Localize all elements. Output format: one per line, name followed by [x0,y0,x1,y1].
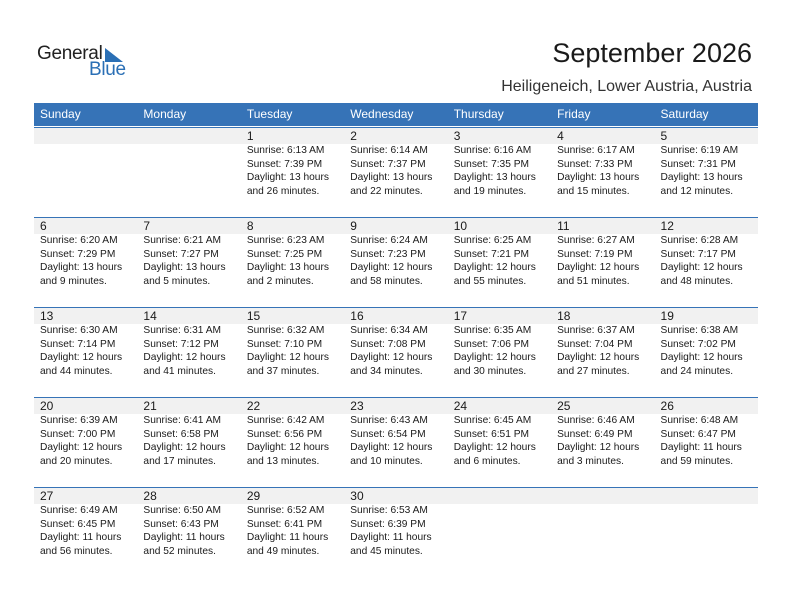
day-number [40,130,137,144]
day-number: 19 [660,309,674,323]
day-number: 21 [143,399,157,413]
daylight-minutes-text: and 55 minutes. [453,275,527,287]
sunset-text: Sunset: 7:21 PM [453,248,530,260]
daylight-text: Daylight: 11 hours [246,532,329,543]
daylight-minutes-text: and 20 minutes. [40,455,113,467]
daylight-text: Daylight: 13 hours [350,172,433,183]
day-number [557,490,654,504]
day-number: 3 [453,129,461,143]
sunrise-text: Sunrise: 6:45 AM [453,415,532,426]
daylight-text: Daylight: 12 hours [660,262,743,273]
sunset-text: Sunset: 6:54 PM [350,428,426,440]
day-number: 2 [350,129,357,143]
daylight-minutes-text: and 13 minutes. [246,455,320,467]
weekday-header: Sunday [40,107,81,121]
day-cell [241,397,344,468]
page-title: September 2026 [552,38,752,68]
daylight-minutes-text: and 37 minutes. [246,365,320,377]
sunset-text: Sunset: 7:10 PM [246,338,323,350]
sunset-text: Sunset: 6:49 PM [557,428,633,440]
day-number: 20 [40,399,54,413]
day-number [143,130,240,144]
day-number [661,490,758,504]
week-cells [34,397,758,468]
daylight-minutes-text: and 6 minutes. [453,455,521,467]
sunset-text: Sunset: 7:33 PM [557,158,633,170]
daylight-text: Daylight: 12 hours [557,262,640,273]
daylight-minutes-text: and 41 minutes. [143,365,216,377]
sunrise-text: Sunrise: 6:52 AM [246,505,325,516]
daylight-minutes-text: and 10 minutes. [350,455,423,467]
sunset-text: Sunset: 7:35 PM [453,158,530,170]
sunset-text: Sunset: 7:39 PM [246,158,323,170]
day-number: 8 [246,219,254,233]
sunrise-text: Sunrise: 6:41 AM [143,415,222,426]
week-cells [34,217,758,288]
day-cell [655,487,758,558]
daylight-minutes-text: and 15 minutes. [557,185,630,197]
sunrise-text: Sunrise: 6:19 AM [660,145,739,156]
daylight-minutes-text: and 26 minutes. [246,185,320,197]
daylight-text: Daylight: 13 hours [453,172,536,183]
day-cell [448,307,551,378]
daylight-text: Daylight: 12 hours [557,352,640,363]
sunset-text: Sunset: 7:31 PM [660,158,736,170]
day-number: 26 [660,399,674,413]
daylight-text: Daylight: 12 hours [246,352,329,363]
day-cell [241,307,344,378]
day-cell [551,487,654,558]
sunset-text: Sunset: 6:41 PM [246,518,323,530]
day-cell [34,217,137,288]
day-number: 24 [453,399,468,413]
weekday-header-row [34,103,758,126]
day-cell [34,487,137,558]
daylight-text: Daylight: 12 hours [350,352,433,363]
day-number: 15 [246,309,261,323]
day-cell [34,397,137,468]
day-number: 29 [246,489,261,503]
day-number: 12 [660,219,674,233]
sunset-text: Sunset: 6:45 PM [40,518,116,530]
sunrise-text: Sunrise: 6:38 AM [660,325,739,336]
daylight-minutes-text: and 2 minutes. [246,275,314,287]
daylight-minutes-text: and 44 minutes. [40,365,113,377]
daylight-text: Daylight: 12 hours [143,352,226,363]
day-cell [655,397,758,468]
day-number: 11 [557,219,570,233]
daylight-minutes-text: and 5 minutes. [143,275,211,287]
day-number [454,490,551,504]
sunrise-text: Sunrise: 6:13 AM [246,145,325,156]
sunset-text: Sunset: 7:00 PM [40,428,116,440]
sunset-text: Sunset: 7:06 PM [453,338,530,350]
week-row [34,397,758,487]
day-number: 7 [143,219,151,233]
daylight-minutes-text: and 30 minutes. [453,365,527,377]
weekday-header: Friday [557,107,591,121]
sunset-text: Sunset: 7:37 PM [350,158,426,170]
daylight-text: Daylight: 12 hours [143,442,226,453]
day-number: 5 [660,129,668,143]
daylight-text: Daylight: 11 hours [350,532,432,543]
daylight-text: Daylight: 12 hours [350,262,433,273]
sunrise-text: Sunrise: 6:50 AM [143,505,222,516]
day-cell [344,487,447,558]
sunset-text: Sunset: 6:51 PM [453,428,530,440]
day-cell [241,217,344,288]
daylight-text: Daylight: 13 hours [40,262,123,273]
sunset-text: Sunset: 7:12 PM [143,338,219,350]
daylight-minutes-text: and 56 minutes. [40,545,113,557]
daylight-minutes-text: and 48 minutes. [660,275,734,287]
day-number: 27 [40,489,54,503]
logo [37,43,137,83]
sunset-text: Sunset: 7:25 PM [246,248,323,260]
sunrise-text: Sunrise: 6:31 AM [143,325,222,336]
day-number: 16 [350,309,364,323]
week-row [34,127,758,217]
day-cell [551,397,654,468]
sunset-text: Sunset: 6:47 PM [660,428,736,440]
day-cell [344,397,447,468]
day-cell [34,127,137,198]
daylight-text: Daylight: 11 hours [143,532,225,543]
day-cell [34,307,137,378]
day-cell [137,487,240,558]
sunrise-text: Sunrise: 6:32 AM [246,325,325,336]
daylight-text: Daylight: 13 hours [660,172,743,183]
sunrise-text: Sunrise: 6:39 AM [40,415,118,426]
daylight-text: Daylight: 13 hours [246,172,329,183]
day-cell [448,487,551,558]
daylight-text: Daylight: 12 hours [40,442,123,453]
daylight-minutes-text: and 3 minutes. [557,455,624,467]
weekday-header: Saturday [660,107,709,121]
sunrise-text: Sunrise: 6:34 AM [350,325,428,336]
daylight-text: Daylight: 11 hours [40,532,122,543]
day-cell [655,127,758,198]
daylight-minutes-text: and 22 minutes. [350,185,423,197]
day-cell [448,127,551,198]
sunrise-text: Sunrise: 6:42 AM [246,415,325,426]
day-cell [241,127,344,198]
daylight-text: Daylight: 12 hours [350,442,433,453]
daylight-minutes-text: and 24 minutes. [660,365,734,377]
sunrise-text: Sunrise: 6:30 AM [40,325,118,336]
sunrise-text: Sunrise: 6:21 AM [143,235,222,246]
day-number: 22 [246,399,261,413]
day-cell [344,127,447,198]
logo-word-blue: Blue [89,59,126,80]
sunset-text: Sunset: 7:23 PM [350,248,426,260]
sunset-text: Sunset: 7:14 PM [40,338,116,350]
daylight-minutes-text: and 27 minutes. [557,365,630,377]
sunset-text: Sunset: 7:27 PM [143,248,219,260]
week-row [34,217,758,307]
sunrise-text: Sunrise: 6:16 AM [453,145,532,156]
daylight-minutes-text: and 19 minutes. [453,185,527,197]
sunset-text: Sunset: 6:56 PM [246,428,323,440]
weekday-header: Wednesday [350,107,414,121]
daylight-minutes-text: and 59 minutes. [660,455,734,467]
day-number: 4 [557,129,564,143]
daylight-minutes-text: and 58 minutes. [350,275,423,287]
day-cell [344,217,447,288]
day-number: 30 [350,489,364,503]
sunset-text: Sunset: 6:39 PM [350,518,426,530]
day-cell [344,307,447,378]
sunset-text: Sunset: 6:43 PM [143,518,219,530]
day-cell [137,307,240,378]
day-number: 13 [40,309,54,323]
day-cell [551,307,654,378]
day-cell [241,487,344,558]
weeks-container [34,127,758,577]
day-cell [137,127,240,198]
sunset-text: Sunset: 7:04 PM [557,338,633,350]
sunrise-text: Sunrise: 6:49 AM [40,505,118,516]
day-number: 25 [557,399,571,413]
daylight-text: Daylight: 12 hours [246,442,329,453]
day-cell [137,397,240,468]
sunrise-text: Sunrise: 6:17 AM [557,145,635,156]
daylight-text: Daylight: 12 hours [453,442,536,453]
day-number: 23 [350,399,364,413]
sunrise-text: Sunrise: 6:53 AM [350,505,428,516]
day-cell [551,127,654,198]
day-cell [137,217,240,288]
week-cells [34,307,758,378]
day-number: 28 [143,489,157,503]
daylight-minutes-text: and 9 minutes. [40,275,107,287]
sunrise-text: Sunrise: 6:28 AM [660,235,739,246]
weekday-header: Thursday [453,107,504,121]
daylight-minutes-text: and 17 minutes. [143,455,216,467]
daylight-minutes-text: and 12 minutes. [660,185,734,197]
daylight-minutes-text: and 52 minutes. [143,545,216,557]
day-cell [655,307,758,378]
daylight-minutes-text: and 49 minutes. [246,545,320,557]
daylight-text: Daylight: 12 hours [453,262,536,273]
day-number: 9 [350,219,357,233]
location-subtitle: Heiligeneich, Lower Austria, Austria [501,78,752,95]
weekday-header: Tuesday [246,107,293,121]
daylight-text: Daylight: 12 hours [660,352,743,363]
daylight-text: Daylight: 12 hours [40,352,123,363]
day-number: 1 [246,129,254,143]
logo-word-general: General [37,43,103,64]
day-cell [448,217,551,288]
sunrise-text: Sunrise: 6:14 AM [350,145,428,156]
daylight-text: Daylight: 13 hours [246,262,329,273]
day-number: 6 [40,219,47,233]
daylight-text: Daylight: 12 hours [557,442,640,453]
calendar-grid [34,103,758,577]
sunrise-text: Sunrise: 6:25 AM [453,235,532,246]
day-number: 10 [453,219,468,233]
daylight-text: Daylight: 13 hours [557,172,640,183]
sunset-text: Sunset: 7:19 PM [557,248,633,260]
week-cells [34,127,758,198]
sunrise-text: Sunrise: 6:43 AM [350,415,428,426]
week-row [34,307,758,397]
daylight-minutes-text: and 34 minutes. [350,365,423,377]
daylight-text: Daylight: 12 hours [453,352,536,363]
week-cells [34,487,758,558]
daylight-minutes-text: and 45 minutes. [350,545,423,557]
day-number: 17 [453,309,468,323]
day-cell [551,217,654,288]
sunrise-text: Sunrise: 6:48 AM [660,415,739,426]
weekday-header: Monday [143,107,187,121]
daylight-minutes-text: and 51 minutes. [557,275,630,287]
sunrise-text: Sunrise: 6:27 AM [557,235,635,246]
sunrise-text: Sunrise: 6:37 AM [557,325,635,336]
day-cell [655,217,758,288]
day-cell [448,397,551,468]
week-row [34,487,758,577]
sunset-text: Sunset: 7:29 PM [40,248,116,260]
daylight-text: Daylight: 13 hours [143,262,226,273]
sunrise-text: Sunrise: 6:35 AM [453,325,532,336]
sunset-text: Sunset: 7:08 PM [350,338,426,350]
daylight-text: Daylight: 11 hours [660,442,742,453]
sunset-text: Sunset: 6:58 PM [143,428,219,440]
day-number: 14 [143,309,157,323]
sunset-text: Sunset: 7:17 PM [660,248,736,260]
sunset-text: Sunset: 7:02 PM [660,338,736,350]
sunrise-text: Sunrise: 6:23 AM [246,235,325,246]
sunrise-text: Sunrise: 6:20 AM [40,235,118,246]
day-number: 18 [557,309,571,323]
sunrise-text: Sunrise: 6:46 AM [557,415,635,426]
sunrise-text: Sunrise: 6:24 AM [350,235,428,246]
